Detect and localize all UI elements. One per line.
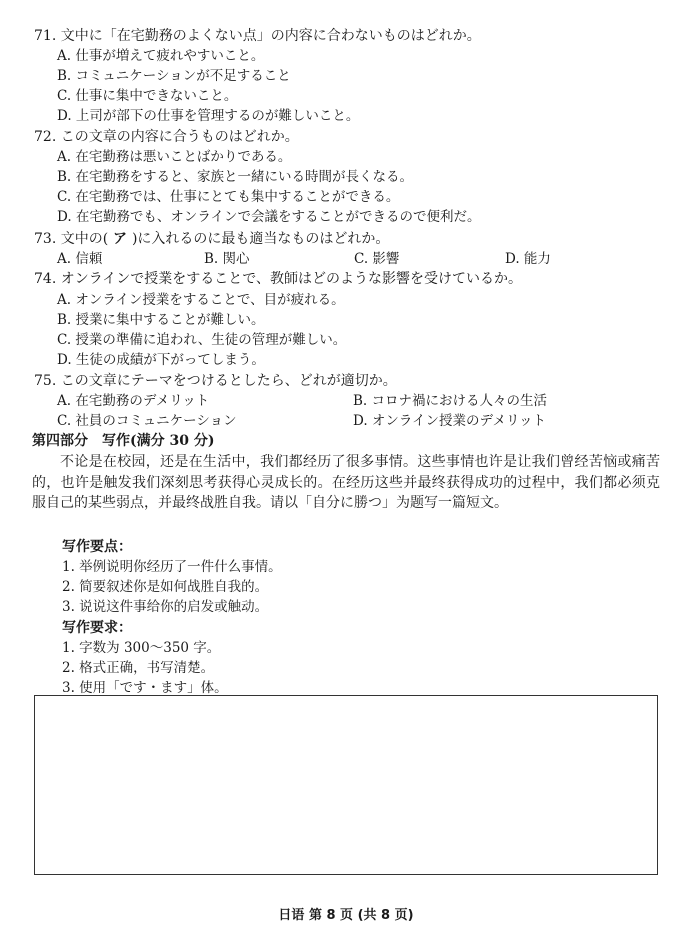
question-71-option-d: D. 上司が部下の仕事を管理するのが難しいこと。 <box>57 108 360 124</box>
question-75-option-b: B. コロナ禍における人々の生活 <box>353 393 548 409</box>
question-75-option-c: C. 社員のコミュニケーション <box>57 413 237 429</box>
question-73-option-b: B. 関心 <box>204 251 250 267</box>
writing-requirement-1: 1. 字数为 300～350 字。 <box>62 640 221 656</box>
question-71-stem: 71. 文中に「在宅勤務のよくない点」の内容に合わないものはどれか。 <box>34 28 481 44</box>
writing-section-title: 第四部分 写作(满分 30 分) <box>32 433 215 449</box>
question-73-stem-post: )に入れるのに最も適当なものはどれか。 <box>131 231 390 247</box>
question-71-option-a: A. 仕事が増えて疲れやすいこと。 <box>57 48 265 64</box>
question-75-stem: 75. この文章にテーマをつけるとしたら、どれが適切か。 <box>34 373 397 389</box>
question-73-stem-pre: 73. 文中の( <box>34 231 109 247</box>
question-73-options <box>57 249 617 269</box>
question-72-stem: 72. この文章の内容に合うものはどれか。 <box>34 129 299 145</box>
writing-point-2: 2. 简要叙述你是如何战胜自我的。 <box>62 579 269 595</box>
question-75-option-a: A. 在宅勤務のデメリット <box>57 393 210 409</box>
question-71-option-c: C. 仕事に集中できないこと。 <box>57 88 238 104</box>
question-72-option-a: A. 在宅勤務は悪いことばかりである。 <box>57 149 292 165</box>
question-71-option-b: B. コミュニケーションが不足すること <box>57 68 291 84</box>
question-73-blank-mark: ア <box>108 231 132 247</box>
writing-point-3: 3. 说说这件事给你的启发或触动。 <box>62 599 269 615</box>
page-footer: 日语 第 8 页 (共 8 页) <box>278 908 414 923</box>
question-75-option-d: D. オンライン授業のデメリット <box>353 413 546 429</box>
writing-points-title: 写作要点： <box>62 539 132 555</box>
question-72-option-c: C. 在宅勤務では、仕事にとても集中することができる。 <box>57 189 400 205</box>
answer-writing-box[interactable] <box>34 695 658 875</box>
question-74-option-d: D. 生徒の成績が下がってしまう。 <box>57 352 265 368</box>
question-74-option-b: B. 授業に集中することが難しい。 <box>57 312 265 328</box>
question-74-option-a: A. オンライン授業をすることで、目が疲れる。 <box>57 292 345 308</box>
question-75-options-row-1 <box>57 391 617 411</box>
writing-requirement-3: 3. 使用「です・ます」体。 <box>62 680 228 696</box>
question-72-option-b: B. 在宅勤務をすると、家族と一緒にいる時間が長くなる。 <box>57 169 414 185</box>
question-73-option-c: C. 影響 <box>354 251 400 267</box>
writing-point-1: 1. 举例说明你经历了一件什么事情。 <box>62 559 282 575</box>
question-75-options-row-2 <box>57 411 617 431</box>
question-73-option-d: D. 能力 <box>505 251 551 267</box>
question-73-stem <box>34 229 389 249</box>
question-74-stem: 74. オンラインで授業をすることで、教師はどのような影響を受けているか。 <box>34 271 523 287</box>
question-73-option-a: A. 信頼 <box>57 251 103 267</box>
writing-requirement-2: 2. 格式正确，书写清楚。 <box>62 660 215 676</box>
question-74-option-c: C. 授業の準備に追われ、生徒の管理が難しい。 <box>57 332 347 348</box>
writing-requirements-title: 写作要求： <box>62 620 132 636</box>
question-72-option-d: D. 在宅勤務でも、オンラインで会議をすることができるので便利だ。 <box>57 209 481 225</box>
writing-prompt: 不论是在校园，还是在生活中，我们都经历了很多事情。这些事情也许是让我们曾经苦恼或痛苦的，也许是触发我们深刻思考获得心灵成长的。在经历这些并最终获得成功的过程中，我们都必须克服自己的某些弱点，并最终战胜自我。请以「自分に勝つ」为题写一篇短文。 <box>32 454 660 511</box>
